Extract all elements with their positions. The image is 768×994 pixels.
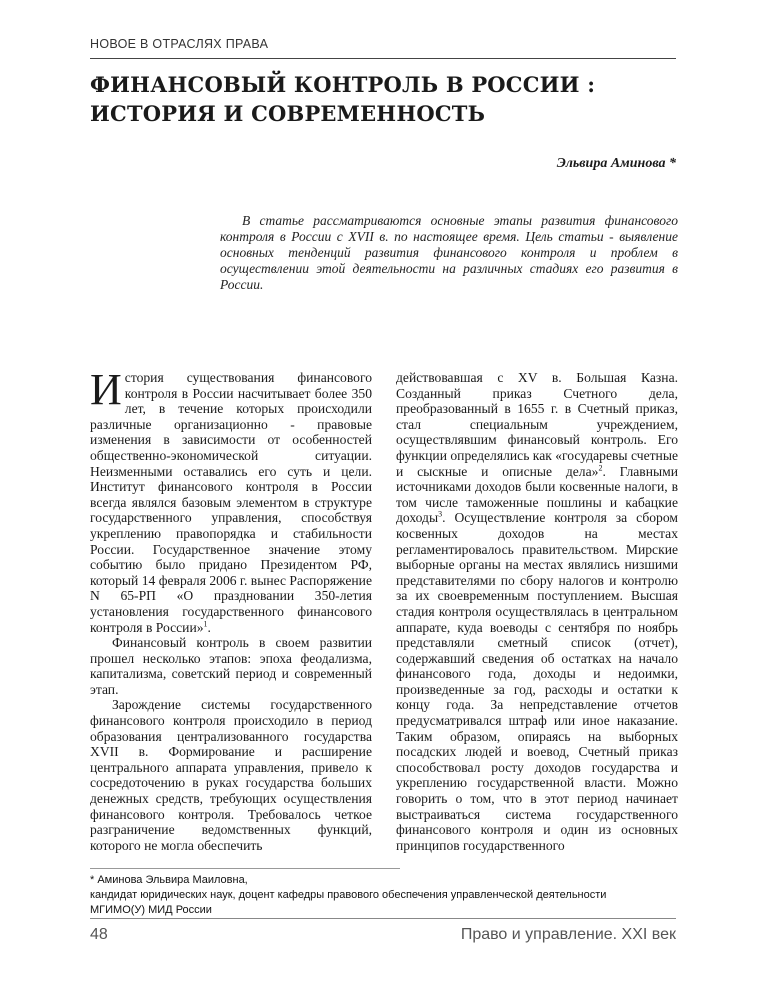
paragraph-4-part-a: действовавшая с XV в. Большая Казна. Созданный приказ Счетного дела, преобразованный в 1655 г. в Счетный приказ, стал специальным учреждением, осуществлявшим финансовый контроль. Его функции определялись как «государевы счетные и сыскные и описные дела» <box>396 370 678 479</box>
footnote-line-1: * Аминова Эльвира Маиловна, <box>90 874 248 886</box>
footnote-line-2: кандидат юридических наук, доцент кафедры правового обеспечения управленческой деятельности <box>90 889 607 901</box>
paragraph-1 <box>90 365 372 635</box>
paragraph-4-part-b: . Главными источниками доходов были косвенные налоги, в том числе таможенные пошлины и кабацкие доходы <box>396 463 679 526</box>
right-column <box>396 370 678 853</box>
header-divider <box>90 58 676 59</box>
title-line-2: ИСТОРИЯ И СОВРЕМЕННОСТЬ <box>90 101 486 126</box>
author-footnote <box>90 873 680 918</box>
left-column <box>90 365 372 853</box>
paragraph-1-text: стория существования финансового контроля в России насчитывает более 350 лет, в течение которых происходили различные организационно - правовые изменения в зависимости от особенностей общественно-экономической ситуации. Неизменными оставались его суть и цели. Институт финансового контроля в России всегда являлся базовым элементом в структуре государственного управления, способствуя укреплению правопорядка и стабильности России. Государственное значение этому событию было придано Президентом РФ, который 14 февраля 2006 г. вынес Распоряжение N 65-РП «О праздновании 350-летия установления государственного финансового контроля в России» <box>90 370 372 635</box>
title-line-1: ФИНАНСОВЫЙ КОНТРОЛЬ В РОССИИ : <box>90 72 596 97</box>
paragraph-1-end: . <box>207 619 211 635</box>
footnote-divider <box>90 868 400 869</box>
footnote-ref-1: 1 <box>203 618 208 628</box>
journal-name: Право и управление. XXI век <box>460 926 676 943</box>
footnote-ref-3: 3 <box>438 509 443 519</box>
footnote-line-3: МГИМО(У) МИД России <box>90 904 212 916</box>
paragraph-4 <box>396 370 678 853</box>
paragraph-2: Финансовый контроль в своем развитии прошел несколько этапов: эпоха феодализма, капитализма, советский период и современный этап. <box>90 635 372 697</box>
article-title <box>90 70 680 128</box>
section-label: НОВОЕ В ОТРАСЛЯХ ПРАВА <box>90 37 269 51</box>
footer-divider <box>90 918 676 919</box>
footnote-ref-2: 2 <box>598 463 603 473</box>
drop-cap: И <box>90 365 122 414</box>
paragraph-4-part-c: . Осуществление контроля за сбором косвенных доходов на местах регламентировалось правительством. Мирские выборные органы на местах являлись низшими представителями по сбору налогов и контролю за их своевременным поступлением. Высшая стадия контроля осуществлялась в центральном аппарате, куда воеводы с сентября по ноябрь представляли сметный список (отчет), содержавший сведения об остатках на начало финансового года, доходы и недоимки, произведенные за год, расходы и остатки к концу года. За непредставление отчетов предусматривался штраф или иное наказание. Таким образом, опираясь на выборных посадских людей и воевод, Счетный приказ способствовал росту доходов государства и укреплению государственной власти. Можно говорить о том, что в этот период начинает выстраиваться система государственного финансового контроля и один из основных принципов государственного <box>396 510 678 853</box>
abstract: В статье рассматриваются основные этапы развития финансового контроля в России с XVII в. по настоящее время. Цель статьи - выявление основных тенденций развития финансового контроля и проблем в осуществлении этой деятельности на различных стадиях его развития в России. <box>220 213 678 292</box>
author-name: Эльвира Аминова * <box>556 156 676 171</box>
page-number: 48 <box>90 926 108 943</box>
paragraph-3: Зарождение системы государственного финансового контроля происходило в период образования централизованного государства XVII в. Формирование и расширение центрального аппарата управления, привело к сосредоточению в руках государства больших денежных средств, требующих осуществления финансового контроля. Требовалось четкое разграничение ведомственных функций, которого не могла обеспечить <box>90 697 372 853</box>
